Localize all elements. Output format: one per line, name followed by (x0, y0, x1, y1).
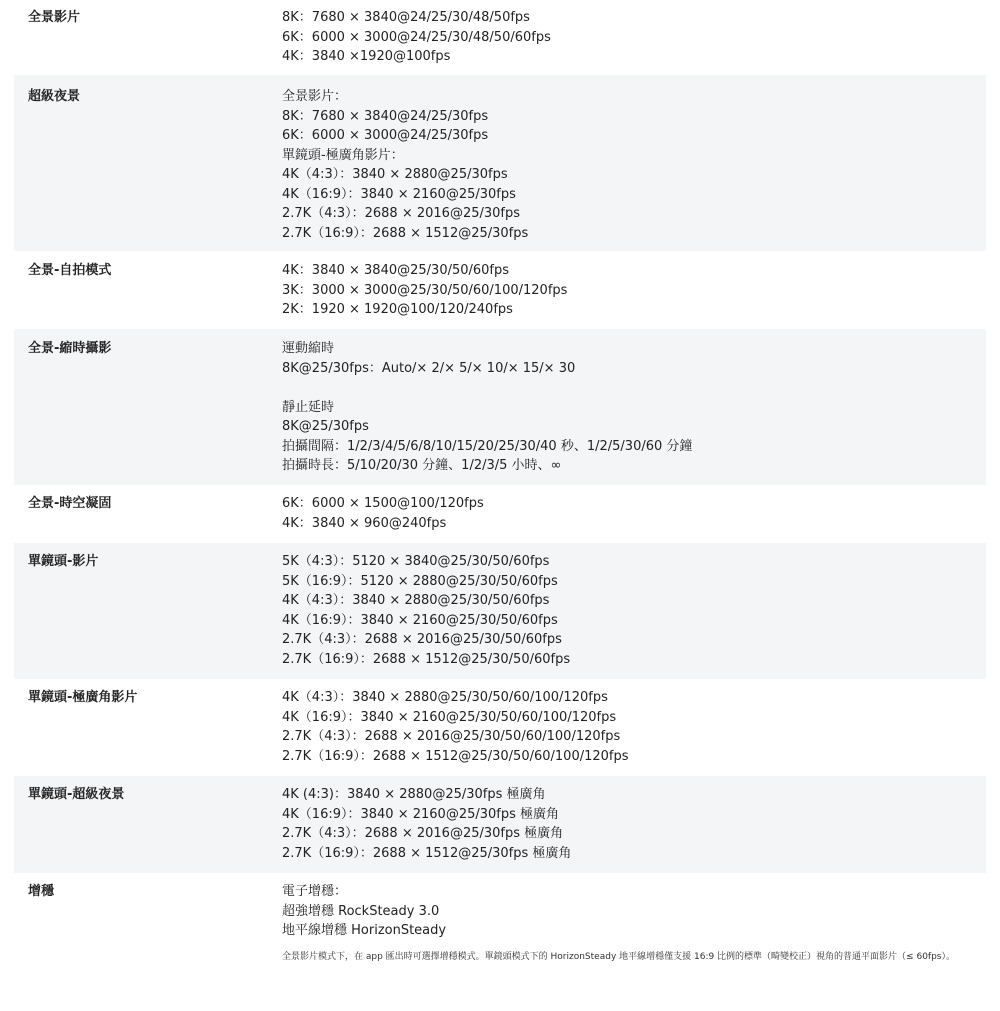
spec-line: 4K（4:3）：3840 × 2880@25/30fps (282, 167, 508, 182)
spec-row-time-freeze (14, 485, 986, 543)
spec-line: 4K（16:9）：3840 × 2160@25/30fps (282, 186, 516, 202)
row-content (268, 679, 986, 776)
spec-line: 6K：6000 × 1500@100/120fps (282, 496, 484, 511)
row-label: 增穩 (28, 884, 55, 899)
row-label: 全景-時空凝固 (28, 496, 112, 511)
row-content (268, 776, 986, 873)
row-label: 單鏡頭-影片 (28, 554, 99, 569)
row-label: 全景影片 (28, 10, 81, 25)
spec-line: 2.7K（4:3）：2688 × 2016@25/30fps 極廣角 (282, 826, 564, 841)
spec-row-stabilization (14, 873, 986, 1011)
spec-line: 2.7K（16:9）：2688 × 1512@25/30/50/60/100/120fps (282, 748, 629, 764)
row-label: 全景-自拍模式 (28, 263, 112, 278)
spec-line: 4K：3840 × 3840@25/30/50/60fps (282, 263, 510, 278)
spec-line: 5K（4:3）：5120 × 3840@25/30/50/60fps (282, 554, 550, 569)
spec-line: 4K：3840 × 960@240fps (282, 515, 447, 531)
spec-line: 電子增穩： (282, 884, 348, 899)
spacer (282, 378, 986, 398)
spec-line: 8K@25/30fps：Auto/× 2/× 5/× 10/× 15/× 30 (282, 360, 576, 376)
spec-line: 8K：7680 × 3840@24/25/30/48/50fps (282, 10, 530, 25)
spec-row-single-lens-night (14, 776, 986, 873)
spec-line: 2K：1920 × 1920@100/120/240fps (282, 302, 513, 317)
row-content (268, 75, 986, 251)
spec-row-selfie (14, 251, 986, 329)
row-label: 單鏡頭-超級夜景 (28, 787, 125, 802)
spec-line: 4K（4:3）：3840 × 2880@25/30/50/60/100/120fps (282, 690, 608, 705)
spec-line: 2.7K（4:3）：2688 × 2016@25/30fps (282, 206, 521, 221)
row-content (268, 329, 986, 485)
spec-row-single-lens-ultrawide (14, 679, 986, 776)
row-content (268, 485, 986, 543)
row-label: 單鏡頭-極廣角影片 (28, 690, 138, 705)
spec-line: 8K@25/30fps (282, 419, 369, 434)
spec-line: 4K（16:9）：3840 × 2160@25/30/50/60/100/120fps (282, 709, 617, 725)
spec-row-single-lens-video (14, 543, 986, 679)
spec-line: 3K：3000 × 3000@25/30/50/60/100/120fps (282, 282, 568, 298)
spec-line: 4K（16:9）：3840 × 2160@25/30/50/60fps (282, 612, 558, 628)
spec-line: 4K（4:3）：3840 × 2880@25/30/50/60fps (282, 593, 550, 608)
spec-line: 超強增穩 RockSteady 3.0 (282, 903, 440, 919)
spec-row-timelapse (14, 329, 986, 485)
spec-line: 2.7K（4:3）：2688 × 2016@25/30/50/60fps (282, 632, 562, 647)
stabilization-note: 全景影片模式下，在 app 匯出時可選擇增穩模式。單鏡頭模式下的 HorizonSteady 地平線增穩僅支援 16:9 比例的標準（畸變校正）視角的普通平面影片（≤ 60fps）。 (282, 951, 955, 962)
spec-line: 5K（16:9）：5120 × 2880@25/30/50/60fps (282, 573, 558, 589)
spec-line: 運動縮時 (282, 341, 335, 356)
spec-line: 6K：6000 × 3000@24/25/30/48/50/60fps (282, 29, 551, 45)
spec-line: 拍攝時長：5/10/20/30 分鐘、1/2/3/5 小時、∞ (282, 458, 562, 473)
spec-line: 靜止延時 (282, 399, 335, 415)
spec-line: 地平線增穩 HorizonSteady (282, 923, 447, 938)
spec-line: 8K：7680 × 3840@24/25/30fps (282, 108, 489, 124)
row-content (268, 251, 986, 329)
row-content (268, 873, 986, 1011)
spec-line: 6K：6000 × 3000@24/25/30fps (282, 128, 489, 143)
spec-table (14, 0, 986, 1011)
spec-line: 4K：3840 ×1920@100fps (282, 49, 451, 64)
row-label: 超級夜景 (28, 89, 81, 104)
spec-line: 單鏡頭-極廣角影片： (282, 147, 404, 163)
spec-line: 全景影片： (282, 89, 348, 104)
spec-line: 4K (4:3)：3840 × 2880@25/30fps 極廣角 (282, 787, 546, 802)
spec-line: 2.7K（16:9）：2688 × 1512@25/30fps (282, 225, 529, 241)
spec-line: 2.7K（4:3）：2688 × 2016@25/30/50/60/100/120fps (282, 729, 621, 744)
spec-row-panorama-video (14, 0, 986, 75)
row-label: 全景-縮時攝影 (28, 341, 112, 356)
spec-line: 4K（16:9）：3840 × 2160@25/30fps 極廣角 (282, 806, 560, 822)
row-content (268, 0, 986, 75)
spec-line: 2.7K（16:9）：2688 × 1512@25/30fps 極廣角 (282, 845, 572, 861)
row-content (268, 543, 986, 679)
spec-line: 拍攝間隔：1/2/3/4/5/6/8/10/15/20/25/30/40 秒、1/2/5/30/60 分鐘 (282, 438, 693, 454)
spec-row-super-night (14, 75, 986, 251)
spec-line: 2.7K（16:9）：2688 × 1512@25/30/50/60fps (282, 651, 571, 667)
